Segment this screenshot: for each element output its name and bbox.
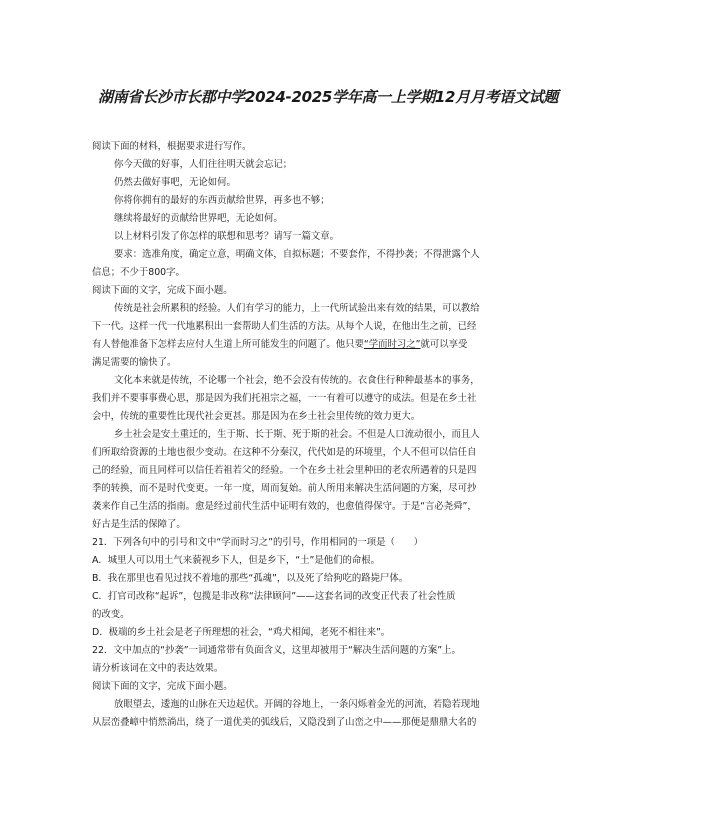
text-line	[92, 336, 562, 354]
option-a: A．城里人可以用土气来藐视乡下人，但是乡下，“土”是他们的命根。	[92, 555, 381, 566]
text-line: 会中，传统的重要性比现代社会更甚。那是因为在乡土社会里传统的效力更大。	[92, 411, 421, 422]
text-line: 己的经验，而且同样可以信任若祖若父的经验。一个在乡土社会里种田的老农所遇着的只是四	[92, 465, 477, 476]
text-line: 的改变。	[92, 609, 130, 620]
option-c: C．打官司改称“起诉”，包揽是非改称“法律顾问”——这套名词的改变正代表了社会性质	[92, 591, 456, 602]
text-line: 满足需要的愉快了。	[92, 357, 177, 368]
text-line: 你今天做的好事，人们往往明天就会忘记；	[114, 159, 293, 170]
text-segment: 有人替他准备下怎样去应付人生道上所可能发生的问题了。他只要	[92, 339, 364, 350]
question-21: 21．下列各句中的引号和文中“学而时习之”的引号，作用相同的一项是（ ）	[92, 537, 424, 548]
text-line: 请分析该词在文中的表达效果。	[92, 663, 224, 674]
text-line: 袭来作自己生活的指南。愈是经过前代生活中证明有效的，也愈值得保守。于是“言必尧舜”，	[92, 501, 477, 512]
text-line: 放眼望去，逶迤的山脉在天边起伏。开阔的谷地上，一条闪烁着金光的河流，若隐若现地	[114, 699, 480, 710]
text-line: 文化本来就是传统，不论哪一个社会，绝不会没有传统的。衣食住行种种最基本的事务，	[114, 375, 480, 386]
text-line: 下一代。这样一代一代地累积出一套帮助人们生活的方法。从每个人说，在他出生之前，已经	[92, 321, 477, 332]
text-line: 季的转换，而不是时代变更。一年一度，周而复始。前人所用来解决生活问题的方案，尽可抄	[92, 483, 477, 494]
question-22: 22．文中加点的“抄袭”一词通常带有负面含义，这里却被用于“解决生活问题的方案”上。	[92, 645, 461, 656]
document-title: 湖南省长沙市长郡中学2024-2025学年高一上学期12月月考语文试题	[98, 88, 559, 106]
text-line: 传统是社会所累积的经验。人们有学习的能力，上一代所试验出来有效的结果，可以教给	[114, 303, 480, 314]
underlined-quote: “学而时习之”	[363, 339, 421, 350]
text-segment: 就可以享受	[420, 339, 468, 350]
text-line: 阅读下面的材料，根据要求进行写作。	[92, 141, 252, 152]
text-line: 你将你拥有的最好的东西贡献给世界，再多也不够；	[114, 195, 330, 206]
text-line: 我们并不要事事费心思，那是因为我们托祖宗之福，一一有着可以遵守的成法。但是在乡土社	[92, 393, 477, 404]
document-page	[92, 86, 562, 732]
text-line: 要求：选准角度，确定立意，明确文体，自拟标题；不要套作，不得抄袭；不得泄露个人	[114, 249, 480, 260]
text-line: 信息；不少于800字。	[92, 267, 185, 278]
text-line: 乡土社会是安土重迁的，生于斯、长于斯、死于斯的社会。不但是人口流动很小，而且人	[114, 429, 480, 440]
text-line: 阅读下面的文字，完成下面小题。	[92, 681, 233, 692]
text-line: 们所取给资源的土地也很少变动。在这种不分秦汉，代代如是的环境里，个人不但可以信任自	[92, 447, 477, 458]
document-body	[92, 138, 562, 732]
text-line: 好古是生活的保障了。	[92, 519, 186, 530]
text-line: 仍然去做好事吧，无论如何。	[114, 177, 236, 188]
text-line: 继续将最好的贡献给世界吧，无论如何。	[114, 213, 283, 224]
text-line: 以上材料引发了你怎样的联想和思考？请写一篇文章。	[114, 231, 340, 242]
text-line: 阅读下面的文字，完成下面小题。	[92, 285, 233, 296]
option-d: D．极端的乡土社会是老子所理想的社会，“鸡犬相闻，老死不相往来”。	[92, 627, 391, 638]
option-b: B．我在那里也看见过找不着地的那些“孤魂”，以及死了给狗吃的路毙尸体。	[92, 573, 409, 584]
text-line: 从层峦叠嶂中悄然淌出，绕了一道优美的弧线后，又隐没到了山峦之中——那便是鼎鼎大名的	[92, 717, 477, 728]
